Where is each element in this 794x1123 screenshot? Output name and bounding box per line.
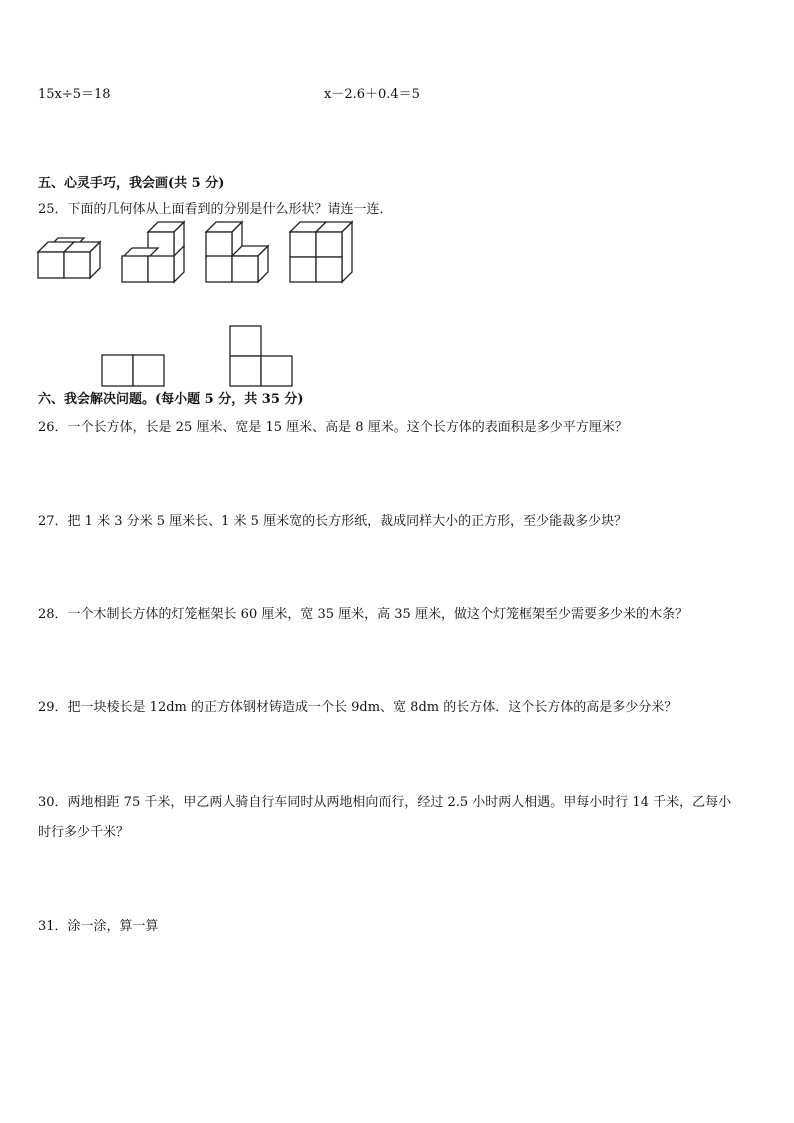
top-view-shape-1 (102, 355, 166, 387)
question-26: 26．一个长方体，长是 25 厘米、宽是 15 厘米、高是 8 厘米。这个长方体的表面积是多少平方厘米？ (38, 420, 628, 435)
equation-1: 15x÷5＝18 (38, 87, 111, 102)
section-5-title: 五、心灵手巧，我会画(共 5 分) (38, 176, 225, 191)
top-view-shape-2 (230, 326, 294, 388)
section-6-title: 六、我会解决问题。(每小题 5 分，共 35 分) (38, 392, 304, 407)
cube-figure-1 (38, 238, 100, 282)
question-29: 29．把一块棱长是 12dm 的正方体钢材铸造成一个长 9dm、宽 8dm 的长方体．这个长方体的高是多少分米？ (38, 700, 678, 715)
question-31: 31．涂一涂，算一算 (38, 919, 159, 934)
question-27: 27．把 1 米 3 分米 5 厘米长、1 米 5 厘米宽的长方形纸，裁成同样大小的正方形，至少能裁多少块？ (38, 514, 628, 529)
question-30-line-2: 时行多少千米？ (38, 825, 130, 840)
cube-figure-2 (122, 222, 184, 282)
cube-figure-4 (290, 222, 352, 282)
cube-figure-3 (206, 222, 268, 282)
equation-2: x－2.6＋0.4＝5 (324, 87, 420, 102)
question-30-line-1: 30．两地相距 75 千米，甲乙两人骑自行车同时从两地相向而行，经过 2.5 小时两人相遇。甲每小时行 14 千米，乙每小 (38, 795, 732, 810)
question-25: 25．下面的几何体从上面看到的分别是什么形状？请连一连． (38, 202, 393, 217)
question-28: 28．一个木制长方体的灯笼框架长 60 厘米，宽 35 厘米，高 35 厘米，做这个灯笼框架至少需要多少米的木条？ (38, 607, 688, 622)
